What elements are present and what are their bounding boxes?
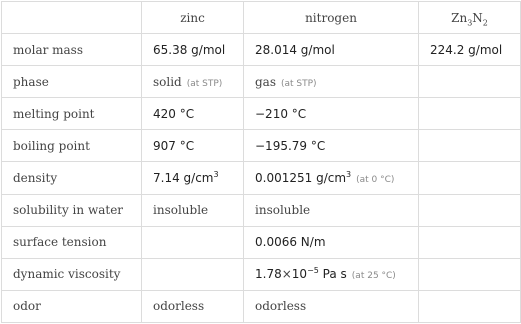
viscosity-times: × [281,267,292,282]
row-label: odor [2,290,142,322]
viscosity-exponent: −5 [307,266,319,276]
table-row [2,194,521,226]
zn3n2-value [419,66,521,98]
header-nitrogen: nitrogen [244,2,419,34]
row-label: density [2,162,142,194]
zn3n2-value [419,290,521,322]
zn3n2-value [419,258,521,290]
table-row [2,98,521,130]
table-row [2,290,521,322]
zn3n2-value [419,226,521,258]
nitrogen-density: 0.001251 g/cm [255,171,347,186]
zinc-phase: solid [153,74,182,89]
header-zinc-nitride [419,2,521,34]
zn3n2-value [419,162,521,194]
zinc-value: 420 °C [142,98,244,130]
row-label: solubility in water [2,194,142,226]
nitrogen-value: −195.79 °C [244,130,419,162]
zn3n2-value [419,194,521,226]
nitrogen-density-exponent: 3 [346,170,352,180]
zinc-density: 7.14 g/cm [153,171,214,186]
zinc-value: insoluble [142,194,244,226]
header-zinc: zinc [142,2,244,34]
zinc-value: 907 °C [142,130,244,162]
row-label: surface tension [2,226,142,258]
properties-table [1,1,521,323]
row-label: dynamic viscosity [2,258,142,290]
nitrogen-value [244,258,419,290]
nitrogen-condition: (at 0 °C) [356,175,395,186]
table-row [2,162,521,194]
formula-sub-2: 2 [482,17,488,27]
nitrogen-value: odorless [244,290,419,322]
zn3n2-value: 224.2 g/mol [419,34,521,66]
nitrogen-value [244,66,419,98]
zinc-value [142,66,244,98]
zinc-value: 65.38 g/mol [142,34,244,66]
nitrogen-value [244,162,419,194]
zn3n2-value [419,130,521,162]
zn3n2-value [419,98,521,130]
table-row [2,34,521,66]
nitrogen-value: insoluble [244,194,419,226]
zinc-condition: (at STP) [186,78,223,89]
nitrogen-condition: (at 25 °C) [351,271,396,282]
zinc-value [142,162,244,194]
table-row [2,258,521,290]
zinc-value [142,226,244,258]
viscosity-mantissa: 1.78 [255,267,282,282]
row-label: melting point [2,98,142,130]
formula-n: N [472,10,483,25]
zinc-value [142,258,244,290]
table-row [2,66,521,98]
header-row [2,2,521,34]
viscosity-unit: Pa s [318,267,347,282]
nitrogen-value: 0.0066 N/m [244,226,419,258]
nitrogen-phase: gas [255,74,276,89]
formula-sub-3: 3 [467,17,473,27]
row-label: molar mass [2,34,142,66]
nitrogen-value: 28.014 g/mol [244,34,419,66]
nitrogen-value: −210 °C [244,98,419,130]
row-label: boiling point [2,130,142,162]
table-row [2,130,521,162]
viscosity-base: 10 [291,267,308,282]
row-label: phase [2,66,142,98]
zinc-density-exponent: 3 [213,170,219,180]
table-row [2,226,521,258]
zinc-value: odorless [142,290,244,322]
nitrogen-condition: (at STP) [281,78,317,89]
formula-zn: Zn [451,10,468,25]
header-blank-cell [2,2,142,34]
